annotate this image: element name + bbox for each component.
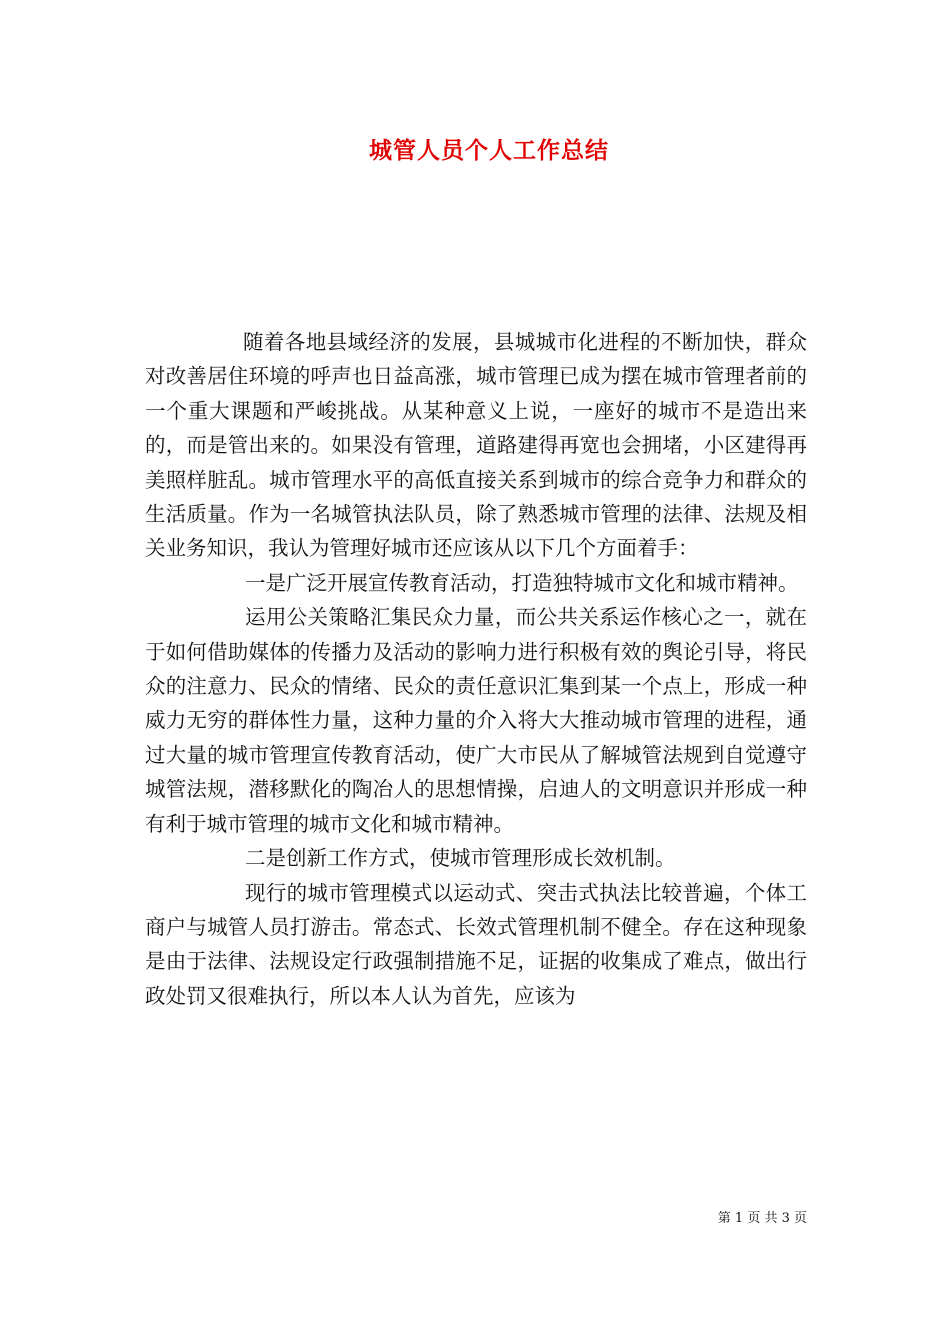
paragraph-point-two-heading: 二是创新工作方式，使城市管理形成长效机制。 — [245, 846, 676, 871]
paragraph-point-two-body: 现行的城市管理模式以运动式、突击式执法比较普遍，个体工商户与城管人员打游击。常态式、长效式管理机制不健全。存在这种现象是由于法律、法规设定行政强制措施不足，证据的收集成了难点，做出行政处罚又很难执行，所以本人认为首先，应该为 — [145, 880, 807, 1008]
document-body — [145, 325, 807, 1013]
paragraph-point-one-heading: 一是广泛开展宣传教育活动，打造独特城市文化和城市精神。 — [245, 570, 799, 595]
paragraph-point-one-body: 运用公关策略汇集民众力量，而公共关系运作核心之一，就在于如何借助媒体的传播力及活动的影响力进行积极有效的舆论引导，将民众的注意力、民众的情绪、民众的责任意识汇集到某一个点上，形成一种威力无穷的群体性力量，这种力量的介入将大大推动城市管理的进程，通过大量的城市管理宣传教育活动，使广大市民从了解城管法规到自觉遵守城管法规，潜移默化的陶冶人的思想情操，启迪人的文明意识并形成一种有利于城市管理的城市文化和城市精神。 — [145, 605, 807, 836]
paragraph-intro: 随着各地县域经济的发展，县城城市化进程的不断加快，群众对改善居住环境的呼声也日益高涨，城市管理已成为摆在城市管理者前的一个重大课题和严峻挑战。从某种意义上说，一座好的城市不是造出来的，而是管出来的。如果没有管理，道路建得再宽也会拥堵，小区建得再美照样脏乱。城市管理水平的高低直接关系到城市的综合竞争力和群众的生活质量。作为一名城管执法队员，除了熟悉城市管理的法律、法规及相关业务知识，我认为管理好城市还应该从以下几个方面着手： — [145, 330, 807, 561]
document-title: 城管人员个人工作总结 — [369, 137, 609, 164]
page-footer: 第 1 页 共 3 页 — [717, 1211, 807, 1226]
